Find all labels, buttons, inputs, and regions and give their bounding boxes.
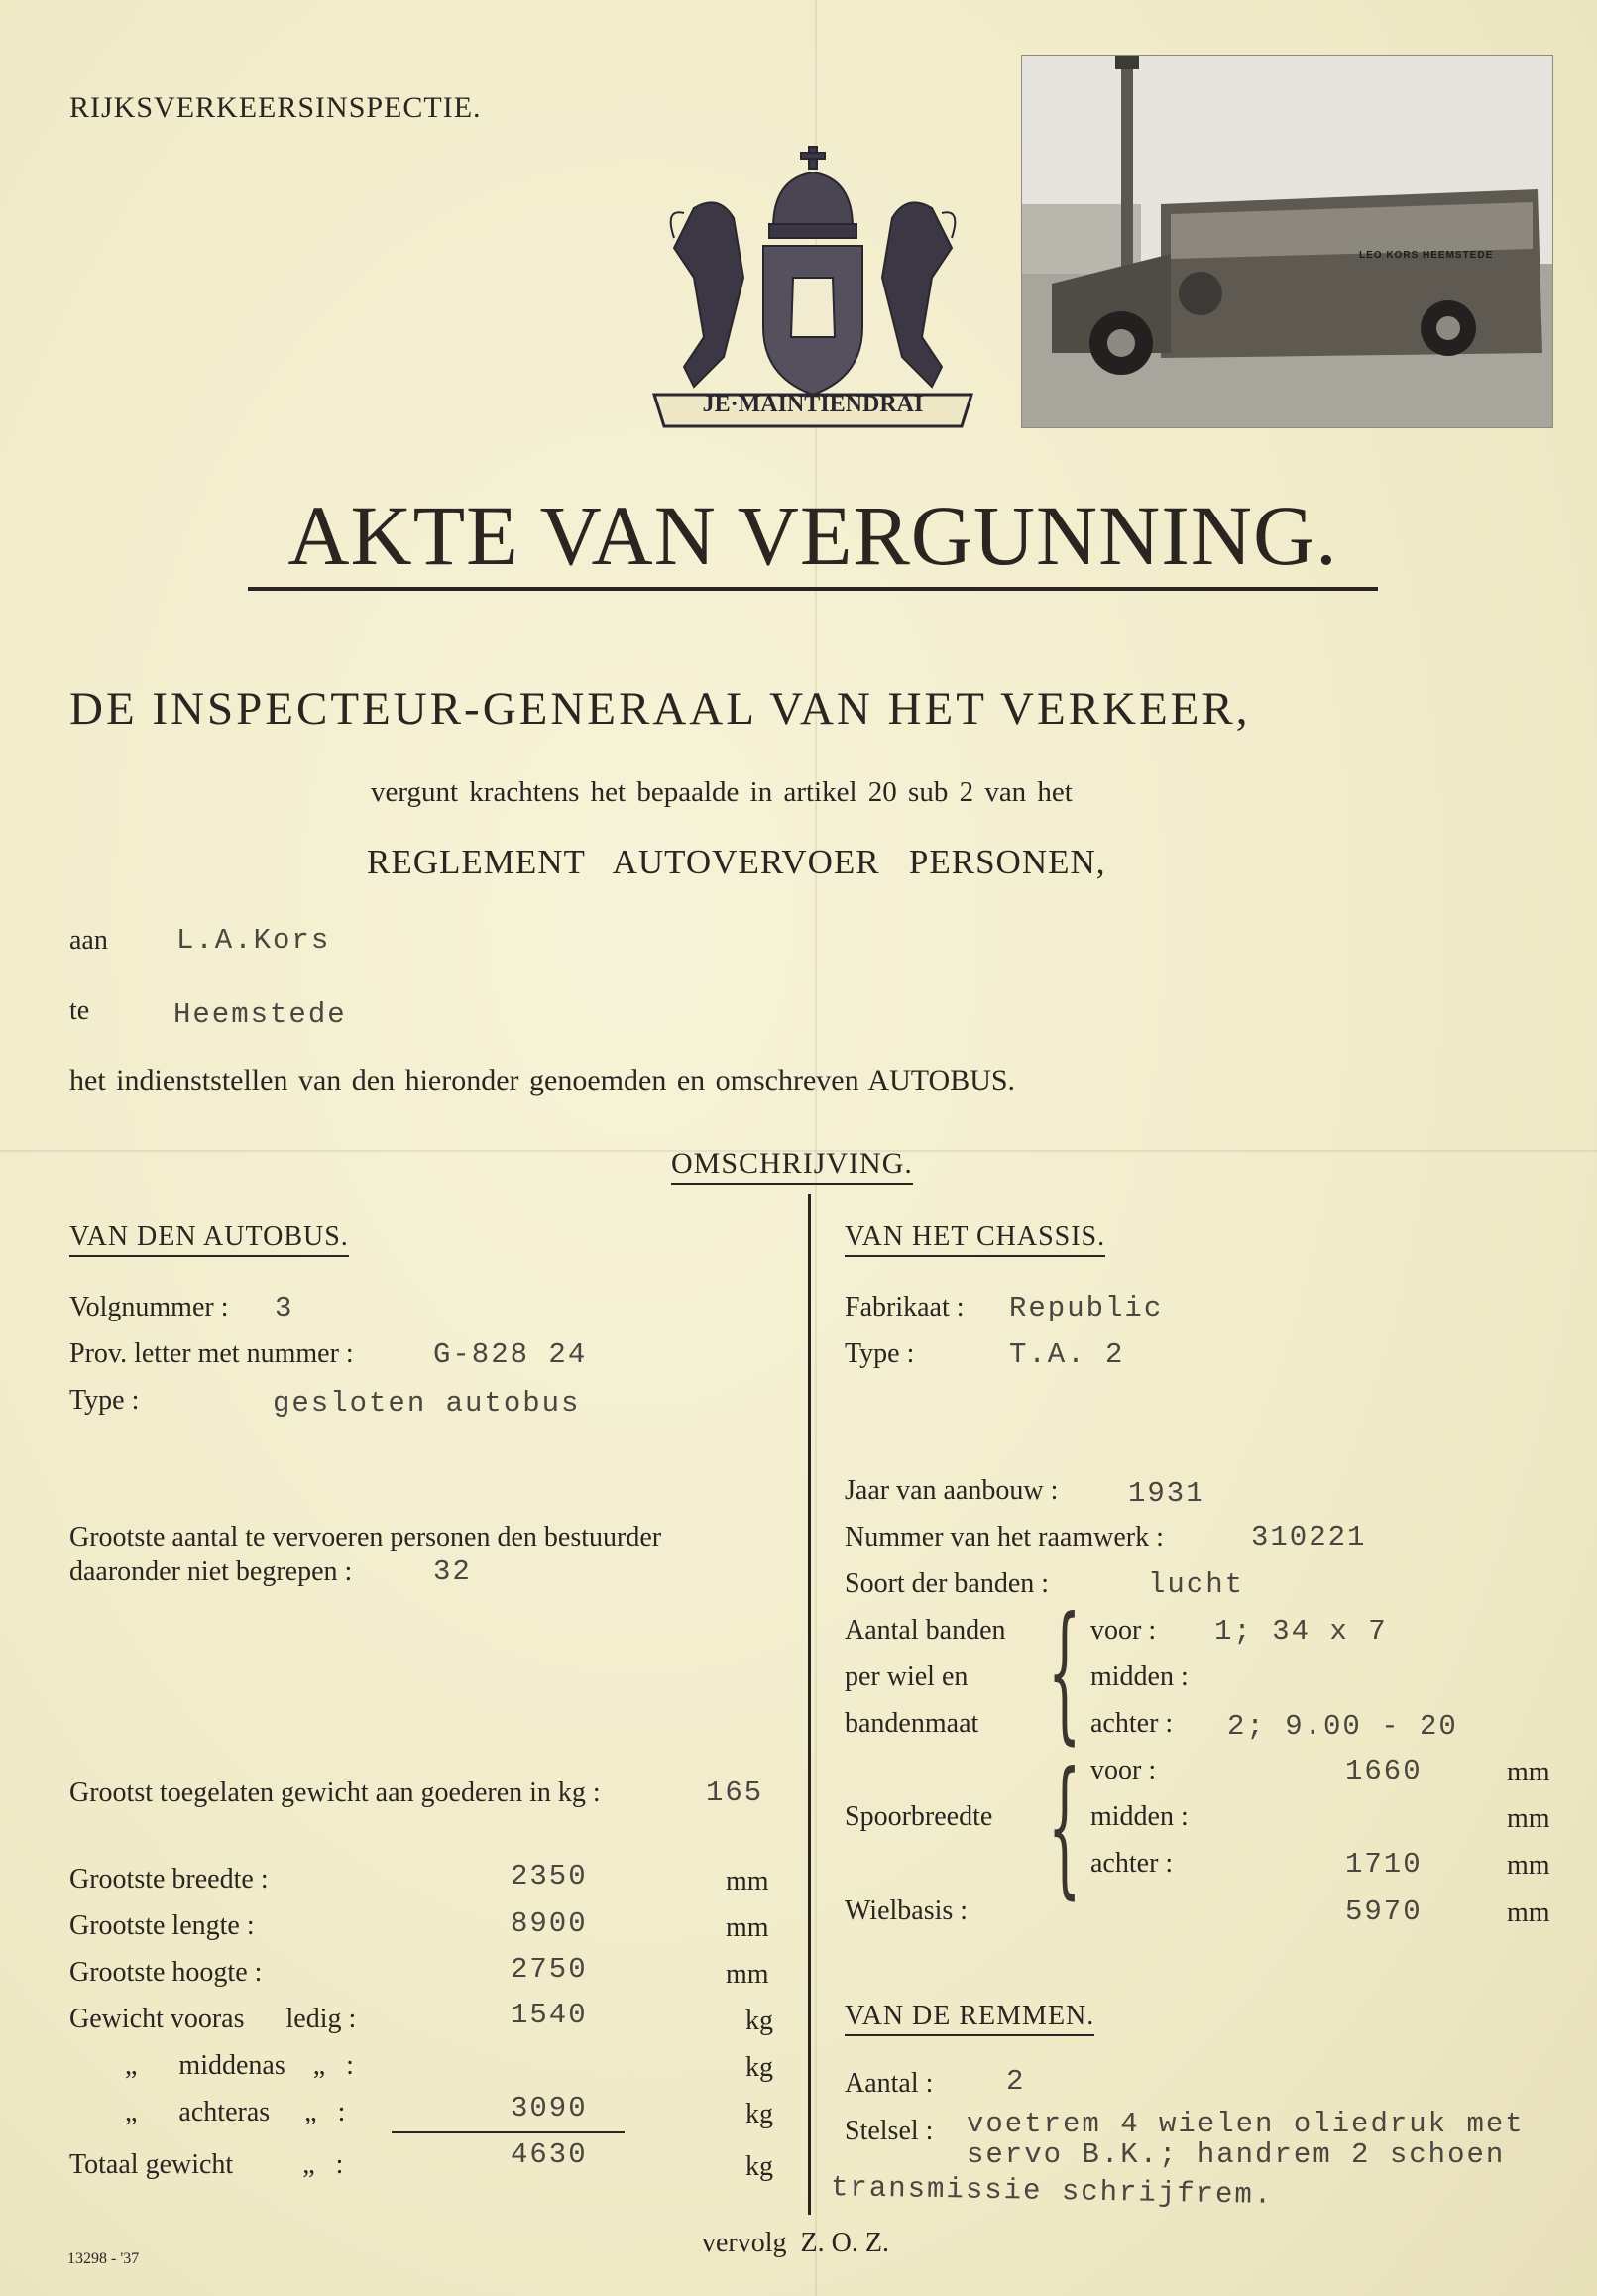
aantal-banden-label-2: per wiel en: [845, 1662, 969, 1692]
stelsel-line1: voetrem 4 wielen oliedruk met: [967, 2108, 1525, 2140]
volgnummer-value: 3: [275, 1292, 294, 1324]
vervolg-note: vervolg Z. O. Z.: [702, 2228, 889, 2258]
spoor-achter-unit: mm: [1507, 1850, 1550, 1881]
wielbasis-label: Wielbasis :: [845, 1895, 969, 1926]
totaal-value: 4630: [511, 2138, 588, 2171]
achter-label: achter :: [1090, 1708, 1174, 1739]
recipient-place: Heemstede: [173, 998, 347, 1031]
stelsel-label: Stelsel :: [845, 2116, 934, 2146]
recipient-name: L.A.Kors: [176, 924, 331, 957]
midden-label: midden :: [1090, 1662, 1189, 1692]
hoogte-label: Grootste hoogte :: [69, 1957, 263, 1988]
lengte-label: Grootste lengte :: [69, 1910, 255, 1941]
breedte-label: Grootste breedte :: [69, 1864, 269, 1894]
column-divider: [808, 1194, 811, 2215]
goods-value: 165: [706, 1777, 764, 1809]
achteras-label: „ achteras „ :: [125, 2097, 346, 2127]
middenas-label: „ middenas „ :: [125, 2050, 354, 2081]
aantal-banden-label-3: bandenmaat: [845, 1708, 979, 1739]
jaar-label: Jaar van aanbouw :: [845, 1475, 1059, 1506]
middenas-unit: kg: [745, 2052, 773, 2083]
banden-value: lucht: [1148, 1568, 1245, 1601]
lengte-value: 8900: [511, 1907, 588, 1940]
totaal-unit: kg: [745, 2151, 773, 2182]
vooras-label: Gewicht vooras ledig :: [69, 2004, 357, 2034]
aantal-banden-label-1: Aantal banden: [845, 1615, 1006, 1646]
volgnummer-label: Volgnummer :: [69, 1292, 229, 1322]
spoor-voor-label: voor :: [1090, 1755, 1157, 1785]
spoor-voor-value: 1660: [1345, 1755, 1423, 1787]
sum-rule: [392, 2131, 625, 2133]
stelsel-line2: servo B.K.; handrem 2 schoen: [967, 2138, 1506, 2171]
purpose-text: het indienststellen van den hieronder genoemden en omschreven AUTOBUS.: [69, 1064, 1016, 1096]
form-number: 13298 - '37: [67, 2250, 140, 2267]
spoor-achter-label: achter :: [1090, 1848, 1174, 1879]
breedte-unit: mm: [726, 1866, 769, 1896]
achter-value: 2; 9.00 - 20: [1227, 1710, 1458, 1743]
persons-value: 32: [433, 1555, 472, 1588]
spoor-voor-unit: mm: [1507, 1757, 1550, 1787]
achteras-unit: kg: [745, 2099, 773, 2129]
persons-label-line2: daaronder niet begrepen :: [69, 1556, 353, 1587]
breedte-value: 2350: [511, 1860, 588, 1893]
voor-value: 1; 34 x 7: [1214, 1615, 1388, 1648]
preamble-text: vergunt krachtens het bepaalde in artikel 20 sub 2 van het: [371, 776, 1073, 808]
remmen-heading: VAN DE REMMEN.: [845, 2001, 1094, 2036]
persons-label-line1: Grootste aantal te vervoeren personen den bestuurder: [69, 1522, 662, 1552]
lengte-unit: mm: [726, 1912, 769, 1943]
goods-label: Grootst toegelaten gewicht aan goederen in kg :: [69, 1778, 601, 1808]
chassis-type-value: T.A. 2: [1009, 1338, 1125, 1371]
chassis-type-label: Type :: [845, 1338, 915, 1369]
hoogte-value: 2750: [511, 1953, 588, 1986]
document-title: AKTE VAN VERGUNNING.: [287, 488, 1338, 583]
spoor-midden-label: midden :: [1090, 1801, 1189, 1832]
prov-value: G-828 24: [433, 1338, 588, 1371]
omschrijving-heading: OMSCHRIJVING.: [671, 1147, 913, 1185]
tyres-brace: {: [1048, 1586, 1082, 1759]
banden-label: Soort der banden :: [845, 1568, 1050, 1599]
hoogte-unit: mm: [726, 1959, 769, 1990]
coat-of-arms-emblem: [625, 139, 1001, 431]
stelsel-line3: transmissie schrijfrem.: [830, 2171, 1274, 2212]
vooras-unit: kg: [745, 2006, 773, 2036]
spoor-midden-unit: mm: [1507, 1803, 1550, 1834]
prov-label: Prov. letter met nummer :: [69, 1338, 354, 1369]
wielbasis-value: 5970: [1345, 1895, 1423, 1928]
voor-label: voor :: [1090, 1615, 1157, 1646]
raamwerk-label: Nummer van het raamwerk :: [845, 1522, 1164, 1552]
bus-photograph: [1021, 55, 1553, 428]
remmen-aantal-label: Aantal :: [845, 2068, 934, 2099]
aan-label: aan: [69, 925, 108, 956]
issuer-heading: DE INSPECTEUR-GENERAAL VAN HET VERKEER,: [69, 683, 1251, 735]
agency-name: RIJKSVERKEERSINSPECTIE.: [69, 91, 482, 124]
vooras-value: 1540: [511, 1999, 588, 2031]
remmen-aantal-value: 2: [1006, 2065, 1026, 2098]
bus-sign-text: LEO KORS HEEMSTEDE: [1359, 250, 1494, 261]
totaal-label: Totaal gewicht „ :: [69, 2149, 344, 2180]
fabrikaat-value: Republic: [1009, 1292, 1164, 1324]
raamwerk-value: 310221: [1251, 1521, 1367, 1553]
jaar-value: 1931: [1128, 1477, 1205, 1510]
type-label: Type :: [69, 1385, 140, 1416]
autobus-heading: VAN DEN AUTOBUS.: [69, 1221, 349, 1257]
wielbasis-unit: mm: [1507, 1897, 1550, 1928]
motto-ribbon-text: JE·MAINTIENDRAI: [702, 392, 924, 417]
achteras-value: 3090: [511, 2092, 588, 2124]
chassis-heading: VAN HET CHASSIS.: [845, 1221, 1105, 1257]
type-value: gesloten autobus: [273, 1387, 581, 1420]
regulation-name: REGLEMENT AUTOVERVOER PERSONEN,: [367, 843, 1106, 881]
spoor-achter-value: 1710: [1345, 1848, 1423, 1881]
track-brace: {: [1048, 1741, 1082, 1913]
fabrikaat-label: Fabrikaat :: [845, 1292, 965, 1322]
te-label: te: [69, 995, 90, 1026]
title-underline: [248, 587, 1378, 591]
spoorbreedte-label: Spoorbreedte: [845, 1801, 993, 1832]
